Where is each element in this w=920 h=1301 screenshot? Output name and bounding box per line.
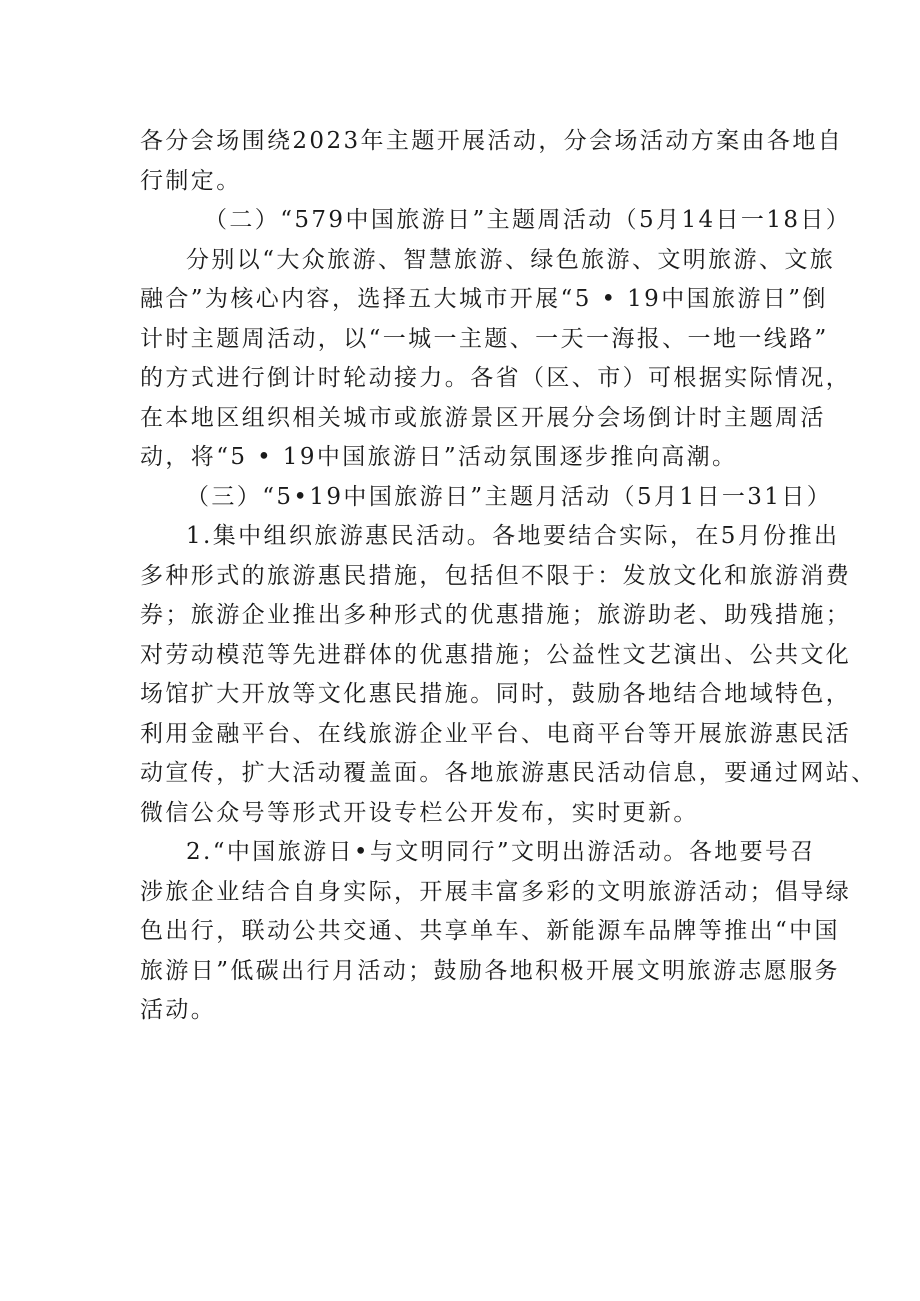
paragraph-line: 旅游日”低碳出行月活动；鼓励各地积极开展文明旅游志愿服务: [140, 957, 840, 984]
paragraph-line: 对劳动模范等先进群体的优惠措施；公益性文艺演出、公共文化: [140, 641, 852, 668]
paragraph-line: 分别以“大众旅游、智慧旅游、绿色旅游、文明旅游、文旅: [186, 246, 836, 273]
paragraph-line: 融合”为核心内容，选择五大城市开展“5 • 19中国旅游日”倒: [140, 286, 828, 312]
paragraph-line: 色出行，联动公共交通、共享单车、新能源车品牌等推出“中国: [140, 918, 840, 944]
paragraph-line: 多种形式的旅游惠民措施，包括但不限于：发放文化和旅游消费: [140, 562, 852, 589]
section-heading-2: （二）“579中国旅游日”主题周活动（5月14日一18日）: [204, 207, 852, 233]
paragraph-line: 动，将“5 • 19中国旅游日”活动氛围逐步推向高潮。: [140, 444, 738, 470]
paragraph-line: 微信公众号等形式开设专栏公开发布，实时更新。: [140, 799, 699, 826]
paragraph-line: 1.集中组织旅游惠民活动。各地要结合实际，在5月份推出: [186, 523, 840, 549]
paragraph-line: 的方式进行倒计时轮动接力。各省（区、市）可根据实际情况，: [140, 365, 852, 391]
paragraph-line: 2.“中国旅游日•与文明同行”文明出游活动。各地要号召: [186, 839, 816, 865]
paragraph-line: 活动。: [140, 997, 217, 1023]
paragraph-line: 在本地区组织相关城市或旅游景区开展分会场倒计时主题周活: [140, 404, 826, 431]
paragraph-line: 涉旅企业结合自身实际，开展丰富多彩的文明旅游活动；倡导绿: [140, 878, 852, 905]
paragraph-line: 计时主题周活动，以“一城一主题、一天一海报、一地一线路”: [140, 325, 829, 352]
paragraph-line: 券；旅游企业推出多种形式的优惠措施；旅游助老、助残措施；: [140, 602, 852, 628]
paragraph-line: 行制定。: [140, 167, 242, 194]
document-body: [140, 122, 877, 1031]
paragraph-line: 利用金融平台、在线旅游企业平台、电商平台等开展旅游惠民活: [140, 720, 852, 747]
paragraph-line: 各分会场围绕2023年主题开展活动，分会场活动方案由各地自: [140, 128, 844, 154]
paragraph-line: 场馆扩大开放等文化惠民措施。同时，鼓励各地结合地域特色，: [140, 681, 852, 707]
section-heading-3: （三）“5•19中国旅游日”主题月活动（5月1日一31日）: [186, 483, 833, 510]
paragraph-line: 动宣传，扩大活动覆盖面。各地旅游惠民活动信息，要通过网站、: [140, 760, 877, 786]
